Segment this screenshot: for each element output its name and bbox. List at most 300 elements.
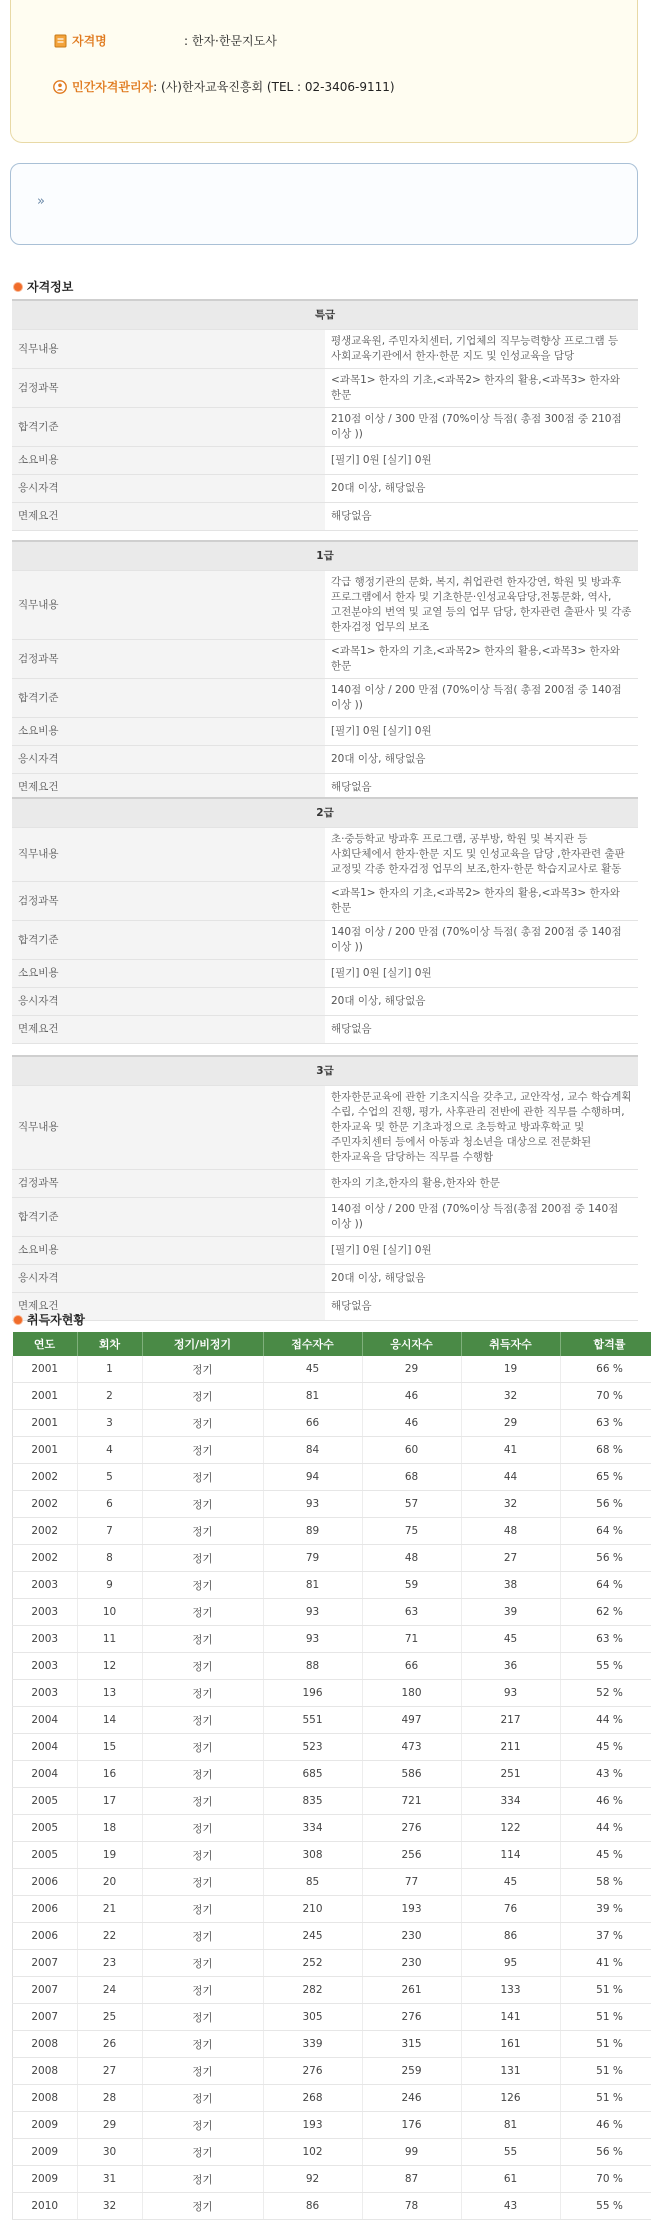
- table-cell: 정기: [142, 2004, 263, 2031]
- table-cell: 230: [362, 1950, 461, 1977]
- table-cell: 68 %: [560, 1437, 651, 1464]
- table-cell: 2: [77, 1383, 142, 1410]
- table-cell: 63 %: [560, 1410, 651, 1437]
- table-row: [13, 2139, 651, 2166]
- row-key: 직무내용: [12, 1086, 325, 1170]
- table-cell: 230: [362, 1923, 461, 1950]
- table-row: [13, 1896, 651, 1923]
- table-cell: 정기: [142, 2139, 263, 2166]
- table-row: [13, 2058, 651, 2085]
- table-row: [13, 1545, 651, 1572]
- table-cell: 473: [362, 1734, 461, 1761]
- qual-name-text: 한자·한문지도사: [191, 34, 277, 48]
- row-key: 응시자격: [12, 988, 325, 1016]
- stats-section-title-text: 취득자현황: [27, 1313, 85, 1327]
- info-section-title-text: 자격정보: [27, 280, 74, 294]
- table-cell: 2007: [13, 2004, 78, 2031]
- table-cell: 21: [77, 1896, 142, 1923]
- table-cell: 12: [77, 1653, 142, 1680]
- table-cell: 2001: [13, 1383, 78, 1410]
- table-cell: 37 %: [560, 1923, 651, 1950]
- table-cell: 81: [263, 1572, 362, 1599]
- table-cell: 63 %: [560, 1626, 651, 1653]
- table-cell: 2010: [13, 2193, 78, 2220]
- table-cell: 정기: [142, 1518, 263, 1545]
- row-key: 면제요건: [12, 1016, 325, 1044]
- table-cell: 256: [362, 1842, 461, 1869]
- table-cell: 85: [263, 1869, 362, 1896]
- row-key: 소요비용: [12, 960, 325, 988]
- table-cell: 71: [362, 1626, 461, 1653]
- row-value: 한자의 기초,한자의 활용,한자와 한문: [325, 1170, 638, 1198]
- stats-section-title: [14, 1311, 85, 1328]
- qual-name-row: [53, 32, 277, 49]
- table-cell: 56 %: [560, 1491, 651, 1518]
- table-cell: 정기: [142, 2085, 263, 2112]
- table-cell: 334: [461, 1788, 560, 1815]
- table-cell: 정기: [142, 1950, 263, 1977]
- table-cell: 19: [461, 1356, 560, 1383]
- table-row: [13, 1734, 651, 1761]
- table-cell: 51 %: [560, 1977, 651, 2004]
- table-cell: 2009: [13, 2166, 78, 2193]
- row-key: 합격기준: [12, 921, 325, 960]
- table-cell: 8: [77, 1545, 142, 1572]
- table-cell: 2001: [13, 1356, 78, 1383]
- table-cell: 211: [461, 1734, 560, 1761]
- table-cell: 27: [461, 1545, 560, 1572]
- table-row: [13, 1491, 651, 1518]
- row-key: 합격기준: [12, 679, 325, 718]
- table-row: [13, 1815, 651, 1842]
- table-cell: 2005: [13, 1842, 78, 1869]
- table-cell: 2009: [13, 2112, 78, 2139]
- col-header: 취득자수: [461, 1332, 560, 1356]
- table-cell: 86: [263, 2193, 362, 2220]
- table-cell: 32: [461, 1383, 560, 1410]
- table-cell: 2003: [13, 1626, 78, 1653]
- table-cell: 46: [362, 1383, 461, 1410]
- row-key: 소요비용: [12, 1237, 325, 1265]
- table-cell: 44: [461, 1464, 560, 1491]
- table-cell: 586: [362, 1761, 461, 1788]
- table-cell: 2007: [13, 1977, 78, 2004]
- document-icon: [53, 34, 67, 48]
- row-value: 각급 행정기관의 문화, 복지, 취업관련 한자강연, 학원 및 방과후 프로그램에서 한자 및 기초한문·인성교육담당,전통문화, 역사, 고전분야의 번역 및 교열 등의 업무 담당, 한자관련 출판사 및 각종 한자검정 업무의 보조: [325, 571, 638, 640]
- qualification-summary-box: [10, 0, 638, 143]
- table-row: [13, 1788, 651, 1815]
- table-cell: 정기: [142, 1761, 263, 1788]
- row-value: 140점 이상 / 200 만점 (70%이상 득점(총점 200점 중 140점 이상 )): [325, 1198, 638, 1237]
- table-cell: 276: [263, 2058, 362, 2085]
- table-row: [13, 2112, 651, 2139]
- table-row: [13, 1977, 651, 2004]
- row-value: 20대 이상, 해당없음: [325, 746, 638, 774]
- table-cell: 정기: [142, 1869, 263, 1896]
- table-cell: 55 %: [560, 2193, 651, 2220]
- table-row: [13, 1383, 651, 1410]
- table-cell: 93: [263, 1491, 362, 1518]
- row-key: 직무내용: [12, 828, 325, 882]
- table-cell: 정기: [142, 1896, 263, 1923]
- table-cell: 정기: [142, 1734, 263, 1761]
- table-cell: 정기: [142, 1572, 263, 1599]
- table-cell: 89: [263, 1518, 362, 1545]
- table-cell: 334: [263, 1815, 362, 1842]
- row-key: 응시자격: [12, 475, 325, 503]
- table-cell: 180: [362, 1680, 461, 1707]
- qual-name-label: 자격명: [72, 34, 107, 48]
- note-arrow: »: [37, 194, 45, 209]
- table-cell: 60: [362, 1437, 461, 1464]
- table-cell: 정기: [142, 1491, 263, 1518]
- table-row: [13, 1356, 651, 1383]
- table-cell: 44 %: [560, 1707, 651, 1734]
- col-header: 정기/비정기: [142, 1332, 263, 1356]
- table-row: [13, 1626, 651, 1653]
- table-cell: 51 %: [560, 2004, 651, 2031]
- table-cell: 102: [263, 2139, 362, 2166]
- row-key: 검정과목: [12, 369, 325, 408]
- table-cell: 45: [263, 1356, 362, 1383]
- row-value: 해당없음: [325, 1016, 638, 1044]
- manager-value: : (사)한자교육진흥회 (TEL : 02-3406-9111): [153, 80, 395, 94]
- table-cell: 정기: [142, 1842, 263, 1869]
- manager-text: (사)한자교육진흥회 (TEL : 02-3406-9111): [161, 80, 395, 94]
- table-cell: 79: [263, 1545, 362, 1572]
- table-cell: 276: [362, 1815, 461, 1842]
- table-cell: 93: [263, 1626, 362, 1653]
- table-cell: 339: [263, 2031, 362, 2058]
- table-cell: 정기: [142, 1707, 263, 1734]
- grade-title: 1급: [12, 541, 638, 571]
- table-cell: 95: [461, 1950, 560, 1977]
- row-value: 해당없음: [325, 774, 638, 802]
- table-cell: 63: [362, 1599, 461, 1626]
- row-key: 합격기준: [12, 408, 325, 447]
- table-cell: 77: [362, 1869, 461, 1896]
- table-cell: 22: [77, 1923, 142, 1950]
- table-cell: 259: [362, 2058, 461, 2085]
- table-cell: 정기: [142, 1410, 263, 1437]
- table-cell: 4: [77, 1437, 142, 1464]
- table-cell: 정기: [142, 1437, 263, 1464]
- table-cell: 55 %: [560, 1653, 651, 1680]
- col-header: 회차: [77, 1332, 142, 1356]
- table-cell: 정기: [142, 1815, 263, 1842]
- table-cell: 246: [362, 2085, 461, 2112]
- table-cell: 10: [77, 1599, 142, 1626]
- table-cell: 41 %: [560, 1950, 651, 1977]
- table-cell: 32: [77, 2193, 142, 2220]
- row-key: 소요비용: [12, 718, 325, 746]
- table-cell: 61: [461, 2166, 560, 2193]
- row-key: 면제요건: [12, 774, 325, 802]
- bullet-icon: [14, 283, 22, 291]
- table-row: [13, 1653, 651, 1680]
- row-value: 해당없음: [325, 1293, 638, 1321]
- table-cell: 68: [362, 1464, 461, 1491]
- table-cell: 93: [461, 1680, 560, 1707]
- table-cell: 62 %: [560, 1599, 651, 1626]
- table-cell: 2002: [13, 1491, 78, 1518]
- table-cell: 282: [263, 1977, 362, 2004]
- table-cell: 721: [362, 1788, 461, 1815]
- table-cell: 126: [461, 2085, 560, 2112]
- grade-table-2: [12, 797, 638, 1044]
- table-row: [13, 1707, 651, 1734]
- row-value: [필기] 0원 [실기] 0원: [325, 1237, 638, 1265]
- table-cell: 46 %: [560, 2112, 651, 2139]
- table-cell: 315: [362, 2031, 461, 2058]
- table-cell: 45: [461, 1626, 560, 1653]
- grade-table-1: [12, 540, 638, 802]
- table-cell: 3: [77, 1410, 142, 1437]
- manager-label: 민간자격관리자: [72, 80, 154, 94]
- grade-title: 3급: [12, 1056, 638, 1086]
- manager-row: [53, 78, 395, 95]
- table-cell: 56 %: [560, 1545, 651, 1572]
- table-cell: 48: [362, 1545, 461, 1572]
- row-key: 검정과목: [12, 640, 325, 679]
- table-cell: 2001: [13, 1437, 78, 1464]
- table-row: [13, 1599, 651, 1626]
- table-row: [13, 1923, 651, 1950]
- table-cell: 245: [263, 1923, 362, 1950]
- table-cell: 94: [263, 1464, 362, 1491]
- table-cell: 2003: [13, 1653, 78, 1680]
- row-key: 응시자격: [12, 1265, 325, 1293]
- table-row: [13, 1518, 651, 1545]
- table-cell: 2009: [13, 2139, 78, 2166]
- table-cell: 2008: [13, 2058, 78, 2085]
- table-cell: 81: [263, 1383, 362, 1410]
- table-cell: 141: [461, 2004, 560, 2031]
- table-cell: 70 %: [560, 1383, 651, 1410]
- row-key: 응시자격: [12, 746, 325, 774]
- table-cell: 131: [461, 2058, 560, 2085]
- table-cell: 29: [362, 1356, 461, 1383]
- table-cell: 176: [362, 2112, 461, 2139]
- table-cell: 2006: [13, 1869, 78, 1896]
- table-cell: 76: [461, 1896, 560, 1923]
- stats-table: [12, 1332, 651, 2220]
- row-value: <과목1> 한자의 기초,<과목2> 한자의 활용,<과목3> 한자와 한문: [325, 882, 638, 921]
- table-cell: 정기: [142, 1356, 263, 1383]
- table-cell: 59: [362, 1572, 461, 1599]
- table-cell: 46 %: [560, 1788, 651, 1815]
- row-key: 합격기준: [12, 1198, 325, 1237]
- table-cell: 24: [77, 1977, 142, 2004]
- table-cell: 92: [263, 2166, 362, 2193]
- table-cell: 51 %: [560, 2031, 651, 2058]
- table-cell: 210: [263, 1896, 362, 1923]
- table-row: [13, 1572, 651, 1599]
- table-cell: 7: [77, 1518, 142, 1545]
- table-cell: 66 %: [560, 1356, 651, 1383]
- grade-title: 특급: [12, 300, 638, 330]
- table-cell: 835: [263, 1788, 362, 1815]
- bullet-icon: [14, 1316, 22, 1324]
- table-row: [13, 2193, 651, 2220]
- table-cell: 정기: [142, 1680, 263, 1707]
- table-cell: 2005: [13, 1788, 78, 1815]
- table-cell: 497: [362, 1707, 461, 1734]
- table-cell: 정기: [142, 1464, 263, 1491]
- table-cell: 268: [263, 2085, 362, 2112]
- table-cell: 30: [77, 2139, 142, 2166]
- col-header: 응시자수: [362, 1332, 461, 1356]
- table-cell: 44 %: [560, 1815, 651, 1842]
- table-cell: 2004: [13, 1734, 78, 1761]
- row-key: 면제요건: [12, 503, 325, 531]
- table-cell: 55: [461, 2139, 560, 2166]
- table-cell: 18: [77, 1815, 142, 1842]
- table-cell: 정기: [142, 2058, 263, 2085]
- table-cell: 70 %: [560, 2166, 651, 2193]
- table-cell: 75: [362, 1518, 461, 1545]
- row-value: 20대 이상, 해당없음: [325, 988, 638, 1016]
- table-cell: 2003: [13, 1680, 78, 1707]
- stats-header-row: [13, 1332, 651, 1356]
- table-cell: 정기: [142, 1599, 263, 1626]
- table-cell: 2006: [13, 1896, 78, 1923]
- table-cell: 252: [263, 1950, 362, 1977]
- table-row: [13, 2166, 651, 2193]
- table-cell: 81: [461, 2112, 560, 2139]
- row-value: 20대 이상, 해당없음: [325, 1265, 638, 1293]
- table-cell: 6: [77, 1491, 142, 1518]
- table-cell: 193: [362, 1896, 461, 1923]
- row-key: 검정과목: [12, 1170, 325, 1198]
- table-cell: 13: [77, 1680, 142, 1707]
- table-row: [13, 1437, 651, 1464]
- table-cell: 2008: [13, 2085, 78, 2112]
- table-row: [13, 1761, 651, 1788]
- table-cell: 정기: [142, 1923, 263, 1950]
- note-box: [10, 163, 638, 245]
- table-cell: 정기: [142, 1383, 263, 1410]
- table-cell: 25: [77, 2004, 142, 2031]
- table-cell: 2007: [13, 1950, 78, 1977]
- table-cell: 51 %: [560, 2085, 651, 2112]
- table-cell: 20: [77, 1869, 142, 1896]
- row-value: 한자한문교육에 관한 기초지식을 갖추고, 교안작성, 교수 학습계획 수립, 수업의 진행, 평가, 사후관리 전반에 관한 직무를 수행하며, 한자교육 및 한문 기초과정으로 초등학교 방과후학교 및 주민자치센터 등에서 아동과 청소년을 대상으로 전문화된 한자교육을 담당하는 직무를 수행함: [325, 1086, 638, 1170]
- table-cell: 15: [77, 1734, 142, 1761]
- table-cell: 58 %: [560, 1869, 651, 1896]
- table-cell: 64 %: [560, 1518, 651, 1545]
- table-cell: 11: [77, 1626, 142, 1653]
- table-cell: 9: [77, 1572, 142, 1599]
- table-cell: 48: [461, 1518, 560, 1545]
- stats-body: [13, 1356, 651, 2220]
- table-cell: 52 %: [560, 1680, 651, 1707]
- table-cell: 2001: [13, 1410, 78, 1437]
- table-cell: 정기: [142, 1653, 263, 1680]
- table-cell: 정기: [142, 1977, 263, 2004]
- table-cell: 87: [362, 2166, 461, 2193]
- table-row: [13, 1842, 651, 1869]
- table-cell: 161: [461, 2031, 560, 2058]
- table-cell: 99: [362, 2139, 461, 2166]
- table-cell: 31: [77, 2166, 142, 2193]
- table-cell: 5: [77, 1464, 142, 1491]
- table-row: [13, 1464, 651, 1491]
- table-cell: 정기: [142, 1626, 263, 1653]
- row-value: 평생교육원, 주민자치센터, 기업체의 직무능력향상 프로그램 등 사회교육기관에서 한자·한문 지도 및 인성교육을 담당: [325, 330, 638, 369]
- table-cell: 46: [362, 1410, 461, 1437]
- table-cell: 84: [263, 1437, 362, 1464]
- row-value: 초·중등학교 방과후 프로그램, 공부방, 학원 및 복지관 등 사회단체에서 한자·한문 지도 및 인성교육을 담당 ,한자관련 출판 교정및 각종 한자검정 업무의 보조,한자·한문 학습지교사로 활동: [325, 828, 638, 882]
- table-cell: 114: [461, 1842, 560, 1869]
- table-cell: 정기: [142, 2031, 263, 2058]
- table-cell: 39 %: [560, 1896, 651, 1923]
- table-cell: 23: [77, 1950, 142, 1977]
- table-cell: 26: [77, 2031, 142, 2058]
- table-row: [13, 2085, 651, 2112]
- row-value: [필기] 0원 [실기] 0원: [325, 718, 638, 746]
- row-value: 해당없음: [325, 503, 638, 531]
- table-cell: 276: [362, 2004, 461, 2031]
- table-cell: 93: [263, 1599, 362, 1626]
- table-cell: 정기: [142, 2166, 263, 2193]
- table-cell: 51 %: [560, 2058, 651, 2085]
- table-cell: 66: [263, 1410, 362, 1437]
- row-value: [필기] 0원 [실기] 0원: [325, 447, 638, 475]
- grade-title: 2급: [12, 798, 638, 828]
- table-row: [13, 2031, 651, 2058]
- table-cell: 133: [461, 1977, 560, 2004]
- table-cell: 2002: [13, 1464, 78, 1491]
- table-cell: 2006: [13, 1923, 78, 1950]
- col-header: 접수자수: [263, 1332, 362, 1356]
- row-key: 검정과목: [12, 882, 325, 921]
- row-value: 210점 이상 / 300 만점 (70%이상 득점( 총점 300점 중 210점 이상 )): [325, 408, 638, 447]
- table-row: [13, 1410, 651, 1437]
- table-cell: 43 %: [560, 1761, 651, 1788]
- table-cell: 41: [461, 1437, 560, 1464]
- table-cell: 64 %: [560, 1572, 651, 1599]
- table-cell: 523: [263, 1734, 362, 1761]
- table-cell: 16: [77, 1761, 142, 1788]
- table-cell: 78: [362, 2193, 461, 2220]
- table-cell: 45 %: [560, 1734, 651, 1761]
- row-value: 140점 이상 / 200 만점 (70%이상 득점( 총점 200점 중 140점 이상 )): [325, 679, 638, 718]
- table-cell: 19: [77, 1842, 142, 1869]
- table-cell: 261: [362, 1977, 461, 2004]
- row-value: 140점 이상 / 200 만점 (70%이상 득점( 총점 200점 중 140점 이상 )): [325, 921, 638, 960]
- table-row: [13, 1869, 651, 1896]
- row-key: 직무내용: [12, 330, 325, 369]
- table-cell: 2003: [13, 1599, 78, 1626]
- col-header: 합격률: [560, 1332, 651, 1356]
- qual-name-value: : 한자·한문지도사: [184, 34, 277, 48]
- table-cell: 685: [263, 1761, 362, 1788]
- table-cell: 29: [461, 1410, 560, 1437]
- table-cell: 86: [461, 1923, 560, 1950]
- table-cell: 17: [77, 1788, 142, 1815]
- table-cell: 2002: [13, 1518, 78, 1545]
- table-cell: 14: [77, 1707, 142, 1734]
- table-cell: 36: [461, 1653, 560, 1680]
- table-cell: 2005: [13, 1815, 78, 1842]
- table-cell: 551: [263, 1707, 362, 1734]
- table-cell: 66: [362, 1653, 461, 1680]
- table-cell: 305: [263, 2004, 362, 2031]
- row-key: 소요비용: [12, 447, 325, 475]
- grade-table-3: [12, 1055, 638, 1321]
- table-cell: 56 %: [560, 2139, 651, 2166]
